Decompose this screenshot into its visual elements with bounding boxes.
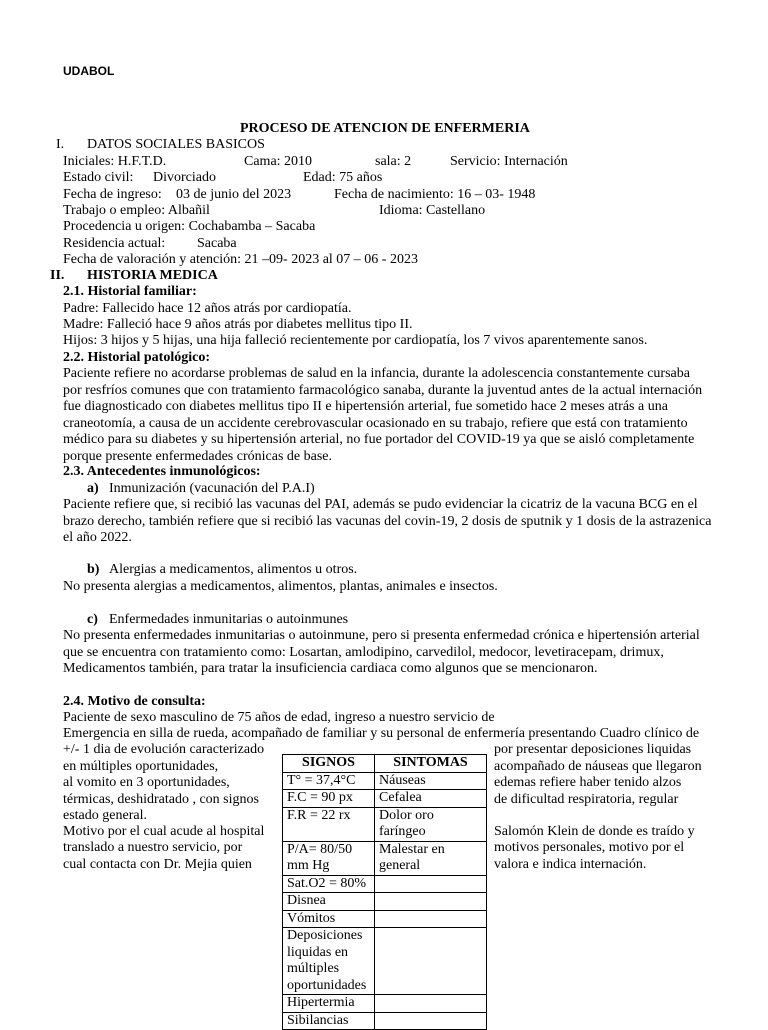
item-a-text: Paciente refiere que, si recibió las vacunas del PAI, además se pudo evidenciar la cicatriz de la vacuna BCG en el brazo derecho, también refiere que si recibió las vacunas del covin-19, 2 dosis de sputnik y 1 dosis de la astrazenica el año 2022.	[63, 497, 712, 545]
item-a-title: Inmunización (vacunación del P.A.I)	[109, 481, 315, 496]
table-row	[283, 928, 487, 995]
section-2-heading: HISTORIA MEDICA	[87, 268, 218, 283]
table-row	[283, 910, 487, 928]
edad: Edad: 75 años	[303, 170, 383, 185]
left-line: cual contacta con Dr. Mejia quien	[63, 857, 252, 872]
padre: Padre: Fallecido hace 12 años atrás por cardiopatía.	[63, 301, 352, 316]
item-b-label: b)	[87, 562, 100, 577]
signos-sintomas-table	[282, 754, 487, 1030]
right-line: edemas refiere haber tenido alzos	[494, 775, 682, 790]
residencia-value: Sacaba	[197, 236, 237, 251]
right-line: Salomón Klein de donde es traído y	[494, 824, 695, 839]
org-name: UDABOL	[63, 64, 115, 78]
left-line: en múltiples oportunidades,	[63, 759, 219, 774]
fecha-ingreso-label: Fecha de ingreso:	[63, 187, 162, 202]
servicio: Servicio: Internación	[450, 154, 568, 169]
right-line: por presentar deposiciones liquidas	[494, 742, 692, 757]
section-1-number: I.	[56, 137, 65, 152]
table-row	[283, 995, 487, 1013]
item-b-text: No presenta alergias a medicamentos, alimentos, plantas, animales e insectos.	[63, 579, 498, 594]
right-line: motivos personales, motivo por el	[494, 840, 685, 855]
signo-cell: F.C = 90 px	[283, 790, 375, 808]
table-header-row	[283, 755, 487, 773]
signo-cell: Deposiciones liquidas en múltiples oportunidades	[283, 928, 375, 995]
section-1-heading: DATOS SOCIALES BASICOS	[87, 137, 265, 152]
left-line: térmicas, deshidratado , con signos	[63, 792, 259, 807]
item-a-label: a)	[87, 481, 99, 496]
trabajo: Trabajo o empleo: Albañil	[63, 203, 210, 218]
heading-2-2: 2.2. Historial patológico:	[63, 350, 210, 365]
fecha-ingreso-value: 03 de junio del 2023	[176, 187, 292, 202]
right-line: valora e indica internación.	[494, 857, 647, 872]
sala: sala: 2	[375, 154, 412, 169]
sintoma-cell	[375, 1012, 487, 1030]
item-c-text: No presenta enfermedades inmunitarias o autoinmune, pero si presenta enfermedad crónica e hipertensión arterial que se encuentra con tratamiento como: Losartan, amlodipino, carvedilol, medocor, levetiracepam, drimux, Medicamentos también, para tratar la insuficiencia cardiaca como algunos que se mencionaron.	[63, 628, 700, 676]
sintoma-cell	[375, 875, 487, 893]
header-signos: SIGNOS	[283, 755, 375, 773]
signo-cell: P/A= 80/50 mm Hg	[283, 841, 375, 875]
sintoma-cell: Dolor oro faríngeo	[375, 807, 487, 841]
estado-civil-value: Divorciado	[153, 170, 216, 185]
estado-civil-label: Estado civil:	[63, 170, 134, 185]
procedencia: Procedencia u origen: Cochabamba – Sacaba	[63, 219, 316, 234]
signo-cell: Hipertermia	[283, 995, 375, 1013]
cama: Cama: 2010	[244, 154, 313, 169]
right-line: acompañado de náuseas que llegaron	[494, 759, 702, 774]
madre: Madre: Falleció hace 9 años atrás por diabetes mellitus tipo II.	[63, 317, 413, 332]
signo-cell: F.R = 22 rx	[283, 807, 375, 841]
motivo-line-1: Paciente de sexo masculino de 75 años de edad, ingreso a nuestro servicio de	[63, 710, 495, 725]
fecha-valoracion: Fecha de valoración y atención: 21 –09- 2023 al 07 – 06 - 2023	[63, 252, 418, 267]
table-row	[283, 841, 487, 875]
table-row	[283, 790, 487, 808]
table-row	[283, 1012, 487, 1030]
left-line: +/- 1 dia de evolución caracterizado	[63, 742, 265, 757]
right-line: de dificultad respiratoria, regular	[494, 792, 679, 807]
sintoma-cell	[375, 995, 487, 1013]
item-b-title: Alergias a medicamentos, alimentos u otros.	[109, 562, 358, 577]
residencia-label: Residencia actual:	[63, 236, 166, 251]
table-row	[283, 807, 487, 841]
idioma: Idioma: Castellano	[379, 203, 486, 218]
signo-cell: Disnea	[283, 893, 375, 911]
table-row	[283, 875, 487, 893]
section-2-number: II.	[50, 268, 65, 283]
fecha-nacimiento: Fecha de nacimiento: 16 – 03- 1948	[334, 187, 536, 202]
left-line: estado general.	[63, 808, 147, 823]
table-row	[283, 772, 487, 790]
left-line: translado a nuestro servicio, por	[63, 840, 243, 855]
heading-2-3: 2.3. Antecedentes inmunológicos:	[63, 464, 261, 479]
heading-2-4: 2.4. Motivo de consulta:	[63, 694, 206, 709]
table-row	[283, 893, 487, 911]
sintoma-cell	[375, 910, 487, 928]
item-c-label: c)	[87, 612, 98, 627]
header-sintomas: SINTOMAS	[375, 755, 487, 773]
document-title: PROCESO DE ATENCION DE ENFERMERIA	[240, 121, 530, 136]
heading-2-1: 2.1. Historial familiar:	[63, 284, 197, 299]
hijos: Hijos: 3 hijos y 5 hijas, una hija falleció recientemente por cardiopatía, los 7 vivos aparentemente sanos.	[63, 333, 648, 348]
sintoma-cell: Náuseas	[375, 772, 487, 790]
sintoma-cell	[375, 928, 487, 995]
sintoma-cell: Cefalea	[375, 790, 487, 808]
historial-patologico: Paciente refiere no acordarse problemas de salud en la infancia, durante la adolescencia constantemente cursaba por resfríos comunes que con tratamiento farmacológico sanaba, durante la juventud antes de la actual internación fue diagnosticado con diabetes mellitus tipo II e hipertensión arterial, fue sometido hace 2 meses atrás a una craneotomía, a causa de un accidente cerebrovascular ocasionado en su trabajo, refiere que está con tratamiento médico para su diabetes y su hipertensión arterial, no fue portador del COVID-19 ya que se aisló completamente porque presente enfermedades crónicas de base.	[63, 366, 703, 464]
signo-cell: T° = 37,4°C	[283, 772, 375, 790]
motivo-line-2: Emergencia en silla de rueda, acompañado de familiar y su personal de enfermería presentando Cuadro clínico de	[63, 726, 700, 741]
signo-cell: Sat.O2 = 80%	[283, 875, 375, 893]
left-line: al vomito en 3 oportunidades,	[63, 775, 230, 790]
sintoma-cell	[375, 893, 487, 911]
signo-cell: Sibilancias	[283, 1012, 375, 1030]
signo-cell: Vómitos	[283, 910, 375, 928]
left-line: Motivo por el cual acude al hospital	[63, 824, 265, 839]
iniciales: Iniciales: H.F.T.D.	[63, 154, 167, 169]
item-c-title: Enfermedades inmunitarias o autoinmunes	[109, 612, 349, 627]
sintoma-cell: Malestar en general	[375, 841, 487, 875]
